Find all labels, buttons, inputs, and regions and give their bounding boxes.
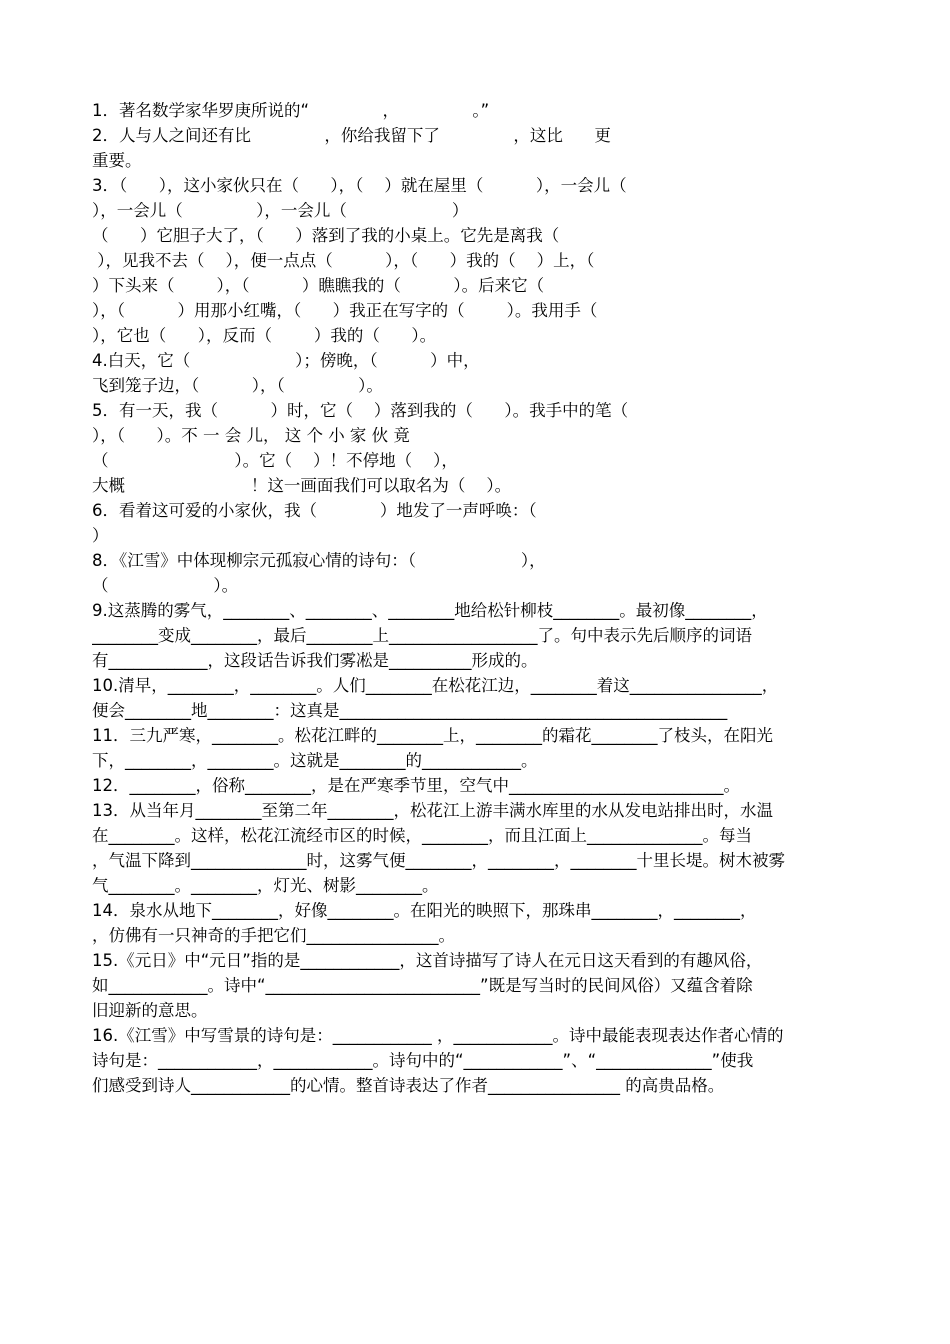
text-line: 便会________地________：这真是_______________________________________________ [92, 701, 728, 720]
text-line: 11．三九严寒，________。松花江畔的________上，________的霜花________了枝头，在阳光 [92, 726, 773, 745]
text-line: 们感受到诗人____________的心情。整首诗表达了作者________________ 的高贵品格。 [92, 1076, 725, 1095]
text-line: 重要。 [92, 151, 142, 170]
text-line: 14．泉水从地下________，好像________。在阳光的映照下，那珠串________，________， [92, 901, 757, 920]
text-line: ________变成________，最后________上__________________了。句中表示先后顺序的词语 [92, 626, 752, 645]
text-line: 6．看着这可爱的小家伙，我（ ）地发了一声呼唤：（ [92, 501, 537, 520]
text-line: 5．有一天，我（ ）时，它（ ）落到我的（ ）。我手中的笔（ [92, 401, 629, 420]
text-line: 10.清早，________，________。人们________在松花江边，________着这________________， [92, 676, 779, 695]
text-line: 13．从当年月________至第二年________，松花江上游丰满水库里的水从发电站排出时，水温 [92, 801, 773, 820]
text-line: ）下头来（ ），（ ）瞧瞧我的（ ）。后来它（ [92, 276, 545, 295]
text-line: 大概 ！这一画面我们可以取名为（ ）。 [92, 476, 512, 495]
text-line: ，气温下降到______________时，这雾气便________，________，________十里长堤。树木被雾 [92, 851, 785, 870]
text-line: （ ）。 [92, 576, 239, 595]
text-line: ），（ ）。不 一 会 儿， 这 个 小 家 伙 竟 [92, 426, 410, 445]
text-line: ），它也（ ），反而（ ）我的（ ）。 [92, 326, 437, 345]
text-line: 3．（ ），这小家伙只在（ ），（ ）就在屋里（ ），一会儿（ [92, 176, 627, 195]
text-line: 12．________，俗称________，是在严寒季节里，空气中__________________________。 [92, 776, 740, 795]
text-line: 16.《江雪》中写雪景的诗句是：____________ ，____________。诗中最能表现表达作者心情的 [92, 1026, 784, 1045]
text-line: 有____________，这段话告诉我们雾凇是__________形成的。 [92, 651, 538, 670]
text-line: 气________。________，灯光、树影________。 [92, 876, 439, 895]
text-line: 2．人与人之间还有比 ，你给我留下了 ，这比 更 [92, 126, 611, 145]
text-line: 8．《江雪》中体现柳宗元孤寂心情的诗句：（ ）， [92, 551, 546, 570]
worksheet [92, 98, 860, 1098]
text-line: ，仿佛有一只神奇的手把它们________________。 [92, 926, 455, 945]
text-line: ），见我不去（ ），便一点点（ ），（ ）我的（ ）上，（ [92, 251, 595, 270]
text-line: 下，________，________。这就是________的____________。 [92, 751, 538, 770]
text-line: 诗句是：____________，____________。诗句中的“____________”、“______________”使我 [92, 1051, 754, 1070]
text-line: 1．著名数学家华罗庚所说的“ ， 。” [92, 101, 490, 120]
text-line: 如____________。诗中“__________________________”既是写当时的民间风俗）又蕴含着除 [92, 976, 753, 995]
text-line: 旧迎新的意思。 [92, 1001, 208, 1020]
text-line: ），（ ）用那小红嘴，（ ）我正在写字的（ ）。我用手（ [92, 301, 598, 320]
text-line: 飞到笼子边，（ ），（ ）。 [92, 376, 383, 395]
text-line: （ ）。它（ ）！不停地（ ）， [92, 451, 458, 470]
text-line: 在________。这样，松花江流经市区的时候，________，而且江面上______________。每当 [92, 826, 752, 845]
text-line: （ ）它胆子大了，（ ）落到了我的小桌上。它先是离我（ [92, 226, 560, 245]
text-line: ） [92, 526, 109, 545]
text-line: 4.白天，它（ ）；傍晚，（ ）中， [92, 351, 480, 370]
text-line: 9.这蒸腾的雾气，________、________、________地给松针柳枝________。最初像________， [92, 601, 768, 620]
text-line: ），一会儿（ ），一会儿（ ） [92, 201, 469, 220]
text-line: 15.《元日》中“元日”指的是____________，这首诗描写了诗人在元日这天看到的有趣风俗， [92, 951, 763, 970]
